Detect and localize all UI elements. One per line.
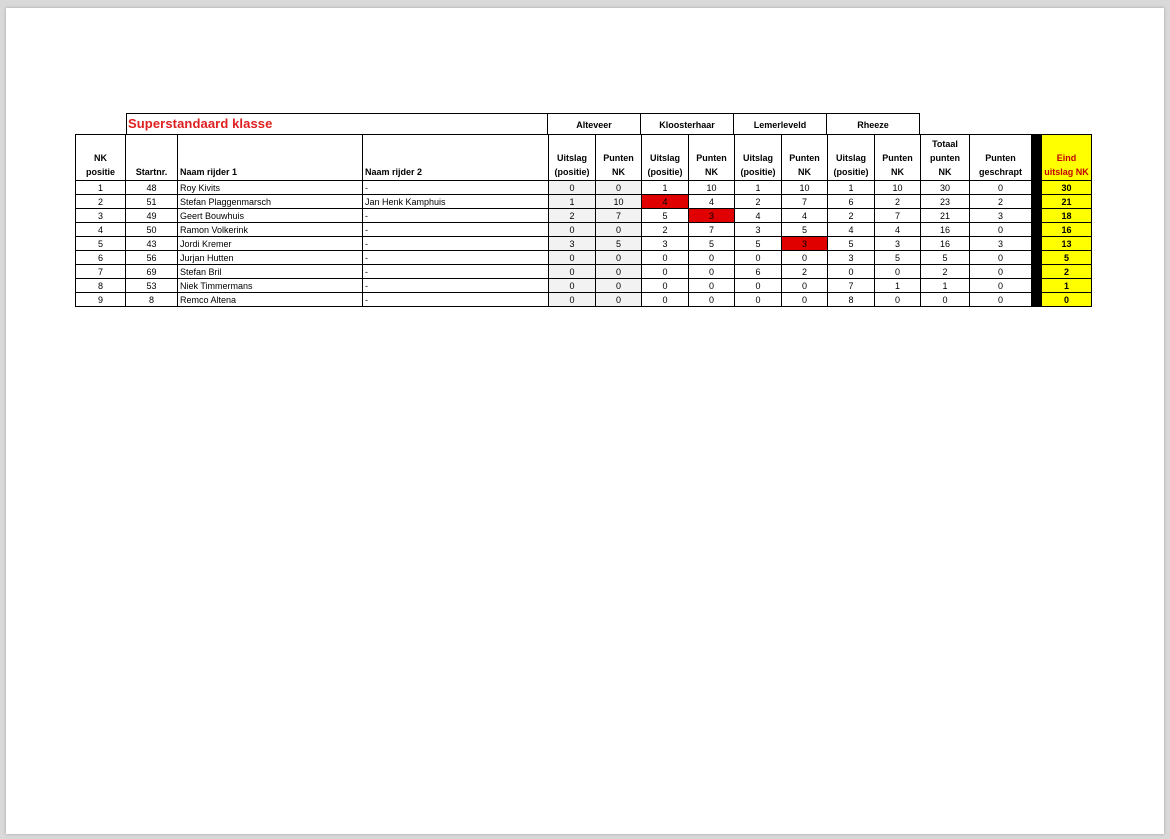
cell-eind-uitslag: 21 bbox=[1042, 195, 1092, 209]
cell-punten: 4 bbox=[689, 195, 735, 209]
cell-geschrapt: 3 bbox=[970, 237, 1032, 251]
cell-uitslag: 4 bbox=[828, 223, 875, 237]
cell-uitslag: 0 bbox=[828, 265, 875, 279]
black-separator bbox=[1032, 223, 1042, 237]
cell-eind-uitslag: 1 bbox=[1042, 279, 1092, 293]
cell-punten: 0 bbox=[782, 293, 828, 307]
cell-startnr: 56 bbox=[126, 251, 178, 265]
cell-naam-rijder-2: - bbox=[363, 251, 549, 265]
cell-uitslag: 2 bbox=[735, 195, 782, 209]
black-separator bbox=[1032, 209, 1042, 223]
cell-punten: 0 bbox=[689, 293, 735, 307]
cell-geschrapt: 0 bbox=[970, 223, 1032, 237]
venue-alteveer: Alteveer bbox=[547, 113, 641, 134]
cell-uitslag: 0 bbox=[549, 223, 596, 237]
cell-punten: 0 bbox=[596, 279, 642, 293]
cell-uitslag: 3 bbox=[549, 237, 596, 251]
table-row bbox=[76, 293, 1092, 307]
cell-totaal: 30 bbox=[921, 181, 970, 195]
cell-punten: 4 bbox=[782, 209, 828, 223]
cell-uitslag: 3 bbox=[735, 223, 782, 237]
header-totaal: Totaal punten NK bbox=[921, 135, 970, 181]
cell-totaal: 21 bbox=[921, 209, 970, 223]
cell-naam-rijder-2: - bbox=[363, 279, 549, 293]
cell-punten: 0 bbox=[875, 293, 921, 307]
cell-naam-rijder-2: - bbox=[363, 265, 549, 279]
black-separator bbox=[1032, 195, 1042, 209]
cell-uitslag: 2 bbox=[642, 223, 689, 237]
cell-uitslag: 4 bbox=[735, 209, 782, 223]
black-separator bbox=[1032, 135, 1042, 181]
cell-startnr: 69 bbox=[126, 265, 178, 279]
cell-startnr: 50 bbox=[126, 223, 178, 237]
cell-uitslag: 0 bbox=[549, 293, 596, 307]
cell-nk-positie: 1 bbox=[76, 181, 126, 195]
cell-startnr: 51 bbox=[126, 195, 178, 209]
cell-punten: 7 bbox=[689, 223, 735, 237]
cell-nk-positie: 2 bbox=[76, 195, 126, 209]
cell-uitslag: 2 bbox=[549, 209, 596, 223]
cell-uitslag: 0 bbox=[642, 279, 689, 293]
cell-punten: 1 bbox=[875, 279, 921, 293]
cell-uitslag: 1 bbox=[828, 181, 875, 195]
cell-eind-uitslag: 0 bbox=[1042, 293, 1092, 307]
cell-uitslag: 0 bbox=[735, 251, 782, 265]
cell-uitslag: 8 bbox=[828, 293, 875, 307]
header-row bbox=[76, 135, 1092, 181]
cell-uitslag: 4 bbox=[642, 195, 689, 209]
table-row bbox=[76, 265, 1092, 279]
cell-nk-positie: 8 bbox=[76, 279, 126, 293]
cell-naam-rijder-2: - bbox=[363, 293, 549, 307]
cell-punten: 5 bbox=[782, 223, 828, 237]
cell-punten: 0 bbox=[875, 265, 921, 279]
cell-eind-uitslag: 18 bbox=[1042, 209, 1092, 223]
header-uitslag: Uitslag (positie) bbox=[735, 135, 782, 181]
cell-geschrapt: 0 bbox=[970, 293, 1032, 307]
venue-rheeze: Rheeze bbox=[826, 113, 920, 134]
black-separator bbox=[1032, 279, 1042, 293]
header-nk-positie: NK positie bbox=[76, 135, 126, 181]
cell-totaal: 23 bbox=[921, 195, 970, 209]
cell-punten: 3 bbox=[689, 209, 735, 223]
cell-punten: 5 bbox=[875, 251, 921, 265]
cell-punten: 7 bbox=[596, 209, 642, 223]
cell-startnr: 43 bbox=[126, 237, 178, 251]
cell-startnr: 49 bbox=[126, 209, 178, 223]
cell-uitslag: 5 bbox=[642, 209, 689, 223]
cell-eind-uitslag: 5 bbox=[1042, 251, 1092, 265]
table-row bbox=[76, 223, 1092, 237]
cell-naam-rijder-1: Stefan Bril bbox=[178, 265, 363, 279]
cell-nk-positie: 9 bbox=[76, 293, 126, 307]
table-row bbox=[76, 251, 1092, 265]
cell-uitslag: 0 bbox=[549, 251, 596, 265]
cell-punten: 0 bbox=[782, 279, 828, 293]
black-separator bbox=[1032, 265, 1042, 279]
cell-uitslag: 0 bbox=[642, 251, 689, 265]
cell-uitslag: 0 bbox=[735, 279, 782, 293]
header-uitslag: Uitslag (positie) bbox=[828, 135, 875, 181]
cell-punten: 0 bbox=[689, 265, 735, 279]
cell-punten: 5 bbox=[689, 237, 735, 251]
venue-kloosterhaar: Kloosterhaar bbox=[640, 113, 734, 134]
black-separator bbox=[1032, 251, 1042, 265]
cell-uitslag: 6 bbox=[828, 195, 875, 209]
cell-uitslag: 5 bbox=[828, 237, 875, 251]
header-startnr: Startnr. bbox=[126, 135, 178, 181]
header-eind-uitslag: Eind uitslag NK bbox=[1042, 135, 1092, 181]
cell-uitslag: 0 bbox=[642, 293, 689, 307]
cell-punten: 0 bbox=[596, 251, 642, 265]
cell-uitslag: 0 bbox=[549, 181, 596, 195]
cell-punten: 3 bbox=[875, 237, 921, 251]
cell-punten: 2 bbox=[782, 265, 828, 279]
cell-punten: 10 bbox=[782, 181, 828, 195]
cell-naam-rijder-1: Geert Bouwhuis bbox=[178, 209, 363, 223]
cell-uitslag: 2 bbox=[828, 209, 875, 223]
cell-naam-rijder-2: - bbox=[363, 209, 549, 223]
cell-startnr: 8 bbox=[126, 293, 178, 307]
header-naam-rijder-1: Naam rijder 1 bbox=[178, 135, 363, 181]
cell-naam-rijder-2: - bbox=[363, 223, 549, 237]
cell-naam-rijder-1: Stefan Plaggenmarsch bbox=[178, 195, 363, 209]
table-row bbox=[76, 195, 1092, 209]
cell-naam-rijder-1: Niek Timmermans bbox=[178, 279, 363, 293]
cell-geschrapt: 0 bbox=[970, 181, 1032, 195]
cell-naam-rijder-1: Jurjan Hutten bbox=[178, 251, 363, 265]
header-naam-rijder-2: Naam rijder 2 bbox=[363, 135, 549, 181]
cell-eind-uitslag: 30 bbox=[1042, 181, 1092, 195]
cell-startnr: 48 bbox=[126, 181, 178, 195]
cell-punten: 7 bbox=[875, 209, 921, 223]
cell-punten: 10 bbox=[875, 181, 921, 195]
header-punten: Punten NK bbox=[782, 135, 828, 181]
cell-punten: 7 bbox=[782, 195, 828, 209]
table-row bbox=[76, 279, 1092, 293]
cell-uitslag: 3 bbox=[642, 237, 689, 251]
cell-uitslag: 3 bbox=[828, 251, 875, 265]
header-punten: Punten NK bbox=[689, 135, 735, 181]
header-geschrapt: Punten geschrapt bbox=[970, 135, 1032, 181]
table-row bbox=[76, 237, 1092, 251]
cell-totaal: 1 bbox=[921, 279, 970, 293]
cell-uitslag: 0 bbox=[735, 293, 782, 307]
black-separator bbox=[1032, 181, 1042, 195]
cell-uitslag: 0 bbox=[549, 279, 596, 293]
black-separator bbox=[1032, 293, 1042, 307]
table-row bbox=[76, 209, 1092, 223]
cell-punten: 0 bbox=[782, 251, 828, 265]
venue-lemerleveld: Lemerleveld bbox=[733, 113, 827, 134]
cell-naam-rijder-2: Jan Henk Kamphuis bbox=[363, 195, 549, 209]
cell-nk-positie: 4 bbox=[76, 223, 126, 237]
cell-eind-uitslag: 16 bbox=[1042, 223, 1092, 237]
cell-naam-rijder-2: - bbox=[363, 181, 549, 195]
cell-punten: 10 bbox=[596, 195, 642, 209]
cell-geschrapt: 3 bbox=[970, 209, 1032, 223]
cell-naam-rijder-2: - bbox=[363, 237, 549, 251]
cell-totaal: 2 bbox=[921, 265, 970, 279]
cell-totaal: 16 bbox=[921, 237, 970, 251]
cell-uitslag: 1 bbox=[549, 195, 596, 209]
header-punten: Punten NK bbox=[596, 135, 642, 181]
cell-nk-positie: 3 bbox=[76, 209, 126, 223]
header-punten: Punten NK bbox=[875, 135, 921, 181]
cell-nk-positie: 7 bbox=[76, 265, 126, 279]
cell-geschrapt: 2 bbox=[970, 195, 1032, 209]
cell-uitslag: 0 bbox=[549, 265, 596, 279]
cell-uitslag: 7 bbox=[828, 279, 875, 293]
cell-totaal: 5 bbox=[921, 251, 970, 265]
cell-punten: 10 bbox=[689, 181, 735, 195]
cell-uitslag: 5 bbox=[735, 237, 782, 251]
cell-geschrapt: 0 bbox=[970, 279, 1032, 293]
cell-nk-positie: 5 bbox=[76, 237, 126, 251]
cell-naam-rijder-1: Roy Kivits bbox=[178, 181, 363, 195]
cell-punten: 0 bbox=[596, 293, 642, 307]
cell-geschrapt: 0 bbox=[970, 251, 1032, 265]
cell-geschrapt: 0 bbox=[970, 265, 1032, 279]
cell-uitslag: 0 bbox=[642, 265, 689, 279]
results-table bbox=[75, 134, 1092, 307]
cell-startnr: 53 bbox=[126, 279, 178, 293]
cell-naam-rijder-1: Ramon Volkerink bbox=[178, 223, 363, 237]
cell-uitslag: 1 bbox=[735, 181, 782, 195]
cell-punten: 0 bbox=[596, 265, 642, 279]
cell-punten: 4 bbox=[875, 223, 921, 237]
cell-naam-rijder-1: Remco Altena bbox=[178, 293, 363, 307]
cell-naam-rijder-1: Jordi Kremer bbox=[178, 237, 363, 251]
cell-eind-uitslag: 13 bbox=[1042, 237, 1092, 251]
cell-eind-uitslag: 2 bbox=[1042, 265, 1092, 279]
cell-punten: 5 bbox=[596, 237, 642, 251]
cell-punten: 0 bbox=[689, 251, 735, 265]
black-separator bbox=[1032, 237, 1042, 251]
table-row bbox=[76, 181, 1092, 195]
cell-nk-positie: 6 bbox=[76, 251, 126, 265]
cell-totaal: 16 bbox=[921, 223, 970, 237]
cell-uitslag: 6 bbox=[735, 265, 782, 279]
cell-totaal: 0 bbox=[921, 293, 970, 307]
cell-uitslag: 1 bbox=[642, 181, 689, 195]
cell-punten: 3 bbox=[782, 237, 828, 251]
cell-punten: 0 bbox=[596, 223, 642, 237]
class-title: Superstandaard klasse bbox=[128, 116, 273, 131]
cell-punten: 2 bbox=[875, 195, 921, 209]
cell-punten: 0 bbox=[689, 279, 735, 293]
cell-punten: 0 bbox=[596, 181, 642, 195]
header-uitslag: Uitslag (positie) bbox=[549, 135, 596, 181]
header-uitslag: Uitslag (positie) bbox=[642, 135, 689, 181]
